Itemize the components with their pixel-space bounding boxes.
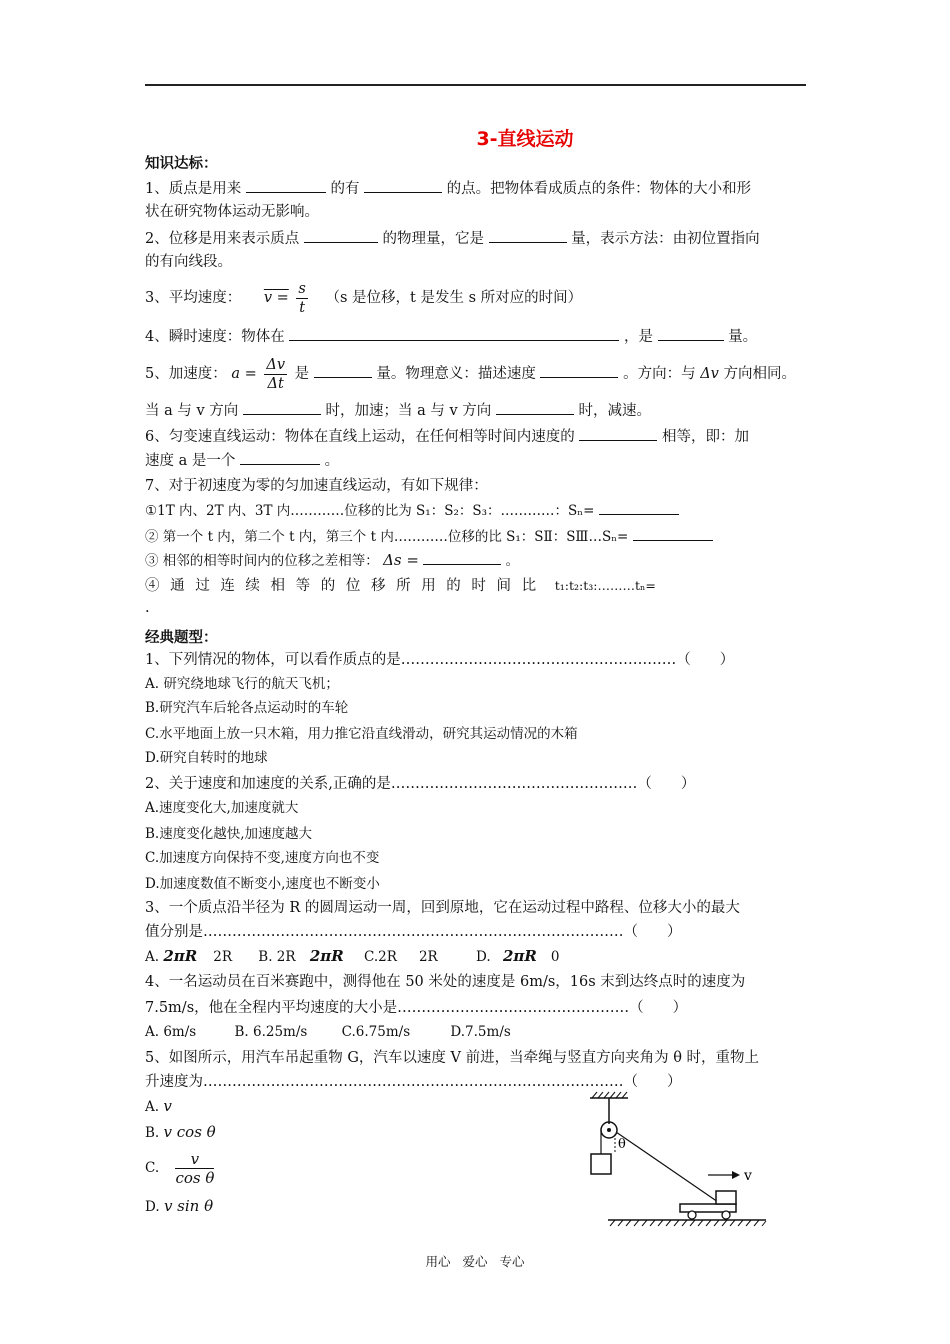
rope-diagonal: [616, 1132, 718, 1202]
knowledge-item-3: 3、平均速度： v = $\frac{s}{t}$ （s 是位移，t 是发生 s 所对应的时间）: [145, 280, 583, 316]
q5-option-d[interactable]: D. v sin θ: [145, 1197, 214, 1215]
section-classic: 经典题型：: [145, 630, 218, 646]
ground-hatch: [610, 1220, 766, 1226]
blank-7b[interactable]: [633, 526, 713, 541]
knowledge-item-4: 4、瞬时速度：物体在 ，是 量。: [145, 326, 757, 347]
blank-5b[interactable]: [540, 363, 618, 378]
knowledge-item-7: 7、对于初速度为零的匀加速直线运动，有如下规律：: [145, 478, 488, 494]
knowledge-item-5: 5、加速度： a = $\frac{\Delta v}{\Delta t}$ 是 量。物理意义：描述速度 。方向：与 Δv 方向相同。: [145, 356, 796, 392]
footer-text-1: 用心: [425, 1254, 451, 1269]
footer-text-2: 爱心: [462, 1254, 488, 1269]
fraction-v-cos: $\frac{v}{\text{cos θ}}$: [175, 1150, 215, 1187]
fraction-s-t: $\frac{s}{t}$: [298, 280, 306, 316]
car-wheel-front: [722, 1211, 730, 1219]
section-knowledge: 知识达标：: [145, 156, 218, 172]
q3-option-b[interactable]: B. 2R 2πR: [258, 947, 344, 965]
blank-1a[interactable]: [246, 178, 326, 193]
q4-option-a[interactable]: A. 6m/s: [145, 1024, 197, 1040]
blank-4b[interactable]: [658, 326, 724, 341]
fraction-dv-dt: $\frac{\Delta v}{\Delta t}$: [266, 356, 286, 392]
question-2: 2、关于速度和加速度的关系,正确的是……………………………………………（ ）: [145, 776, 696, 792]
rule-7-1: ①1T 内、2T 内、3T 内…………位移的比为 S₁：S₂：S₃：…………：Sₙ=: [145, 500, 679, 521]
page-title: 3-直线运动: [476, 128, 574, 150]
page-footer: [0, 1252, 950, 1270]
header-rule: [145, 84, 806, 86]
blank-7c[interactable]: [423, 550, 501, 565]
rule-7-4: ④ 通 过 连 续 相 等 的 位 移 所 用 的 时 间 比 t₁:t₂:t₃:………tₙ=: [145, 578, 656, 594]
question-5: 5、如图所示，用汽车吊起重物 G，汽车以速度 V 前进，当牵绳与竖直方向夹角为 θ 时，重物上: [145, 1050, 760, 1066]
rule-7-3: ③ 相邻的相等时间内的位移之差相等： Δs = 。: [145, 551, 520, 569]
theta-label: θ: [618, 1137, 626, 1152]
ceiling-hatch: [592, 1092, 627, 1098]
q4-option-d[interactable]: D.7.5m/s: [450, 1024, 511, 1040]
rule-7-2: ② 第一个 t 内，第二个 t 内，第三个 t 内…………位移的比 S₁：SⅡ：SⅢ…Sₙ=: [145, 526, 713, 547]
pulley-diagram: [580, 1090, 780, 1235]
blank-5d[interactable]: [496, 400, 574, 415]
q3-option-c[interactable]: C.2R 2R: [364, 949, 438, 965]
q4-option-c[interactable]: C.6.75m/s: [341, 1024, 411, 1040]
knowledge-item-6: 6、匀变速直线运动：物体在直线上运动，在任何相等时间内速度的 相等，即：加: [145, 426, 749, 447]
q1-option-a[interactable]: A. 研究绕地球飞行的航天飞机；: [145, 676, 339, 692]
question-1: 1、下列情况的物体，可以看作质点的是…………………………………………………（ ）: [145, 652, 735, 668]
pulley-axle: [607, 1128, 611, 1132]
question-5-cont: 升速度为……………………………………………………………………………（ ）: [145, 1074, 682, 1090]
question-4-cont: 7.5m/s，他在全程内平均速度的大小是…………………………………………（ ）: [145, 1000, 688, 1016]
q5-option-b[interactable]: B. v cos θ: [145, 1123, 216, 1141]
blank-6a[interactable]: [579, 426, 657, 441]
pulley-car-figure: [580, 1090, 780, 1239]
blank-7a[interactable]: [599, 500, 679, 515]
velocity-label: v: [744, 1168, 752, 1184]
q4-options: [145, 1022, 511, 1042]
question-3: 3、一个质点沿半径为 R 的圆周运动一周，回到原地，它在运动过程中路程、位移大小的最大: [145, 900, 740, 916]
knowledge-item-1-cont: 状在研究物体运动无影响。: [145, 204, 319, 220]
blank-4a[interactable]: [289, 326, 619, 341]
q5-option-a[interactable]: A. v: [145, 1097, 172, 1115]
car-wheel-rear: [688, 1211, 696, 1219]
car-cab: [716, 1191, 736, 1204]
q5-option-c[interactable]: C. $\frac{v}{\text{cos θ}}$: [145, 1150, 215, 1187]
q4-option-b[interactable]: B. 6.25m/s: [234, 1024, 308, 1040]
blank-5c[interactable]: [243, 400, 321, 415]
q3-option-d[interactable]: D. 2πR 0: [476, 947, 560, 965]
q3-options: [145, 946, 559, 967]
knowledge-item-6-cont: 速度 a 是一个 。: [145, 450, 339, 471]
q2-option-c[interactable]: C.加速度方向保持不变,速度方向也不变: [145, 850, 380, 866]
rule-7-4-end: .: [145, 600, 150, 616]
blank-2a[interactable]: [304, 228, 378, 243]
q1-option-b[interactable]: B.研究汽车后轮各点运动时的车轮: [145, 700, 349, 716]
blank-1b[interactable]: [364, 178, 442, 193]
footer-text-3: 专心: [499, 1254, 525, 1269]
blank-2b[interactable]: [489, 228, 567, 243]
blank-5a[interactable]: [314, 363, 372, 378]
weight-block: [591, 1154, 611, 1174]
q2-option-a[interactable]: A.速度变化大,加速度就大: [145, 800, 299, 816]
q1-option-c[interactable]: C.水平地面上放一只木箱，用力推它沿直线滑动，研究其运动情况的木箱: [145, 726, 578, 742]
q2-option-d[interactable]: D.加速度数值不断变小,速度也不断变小: [145, 876, 380, 892]
knowledge-item-1: 1、质点是用来 的有 的点。把物体看成质点的条件：物体的大小和形: [145, 178, 751, 199]
q2-option-b[interactable]: B.速度变化越快,加速度越大: [145, 826, 313, 842]
knowledge-item-2-cont: 的有向线段。: [145, 254, 232, 270]
arrow-head: [732, 1171, 740, 1179]
q3-option-a[interactable]: A. 2πR 2R: [145, 947, 232, 965]
question-3-cont: 值分别是……………………………………………………………………………（ ）: [145, 924, 682, 940]
blank-6b[interactable]: [240, 450, 320, 465]
knowledge-item-2: 2、位移是用来表示质点 的物理量，它是 量，表示方法：由初位置指向: [145, 228, 760, 249]
q1-option-d[interactable]: D.研究自转时的地球: [145, 750, 268, 766]
avg-velocity-formula: v =: [263, 290, 289, 306]
question-4: 4、一名运动员在百米赛跑中，测得他在 50 米处的速度是 6m/s，16s 末到达终点时的速度为: [145, 974, 746, 990]
knowledge-item-5-cont: 当 a 与 v 方向 时，加速；当 a 与 v 方向 时，减速。: [145, 400, 651, 421]
